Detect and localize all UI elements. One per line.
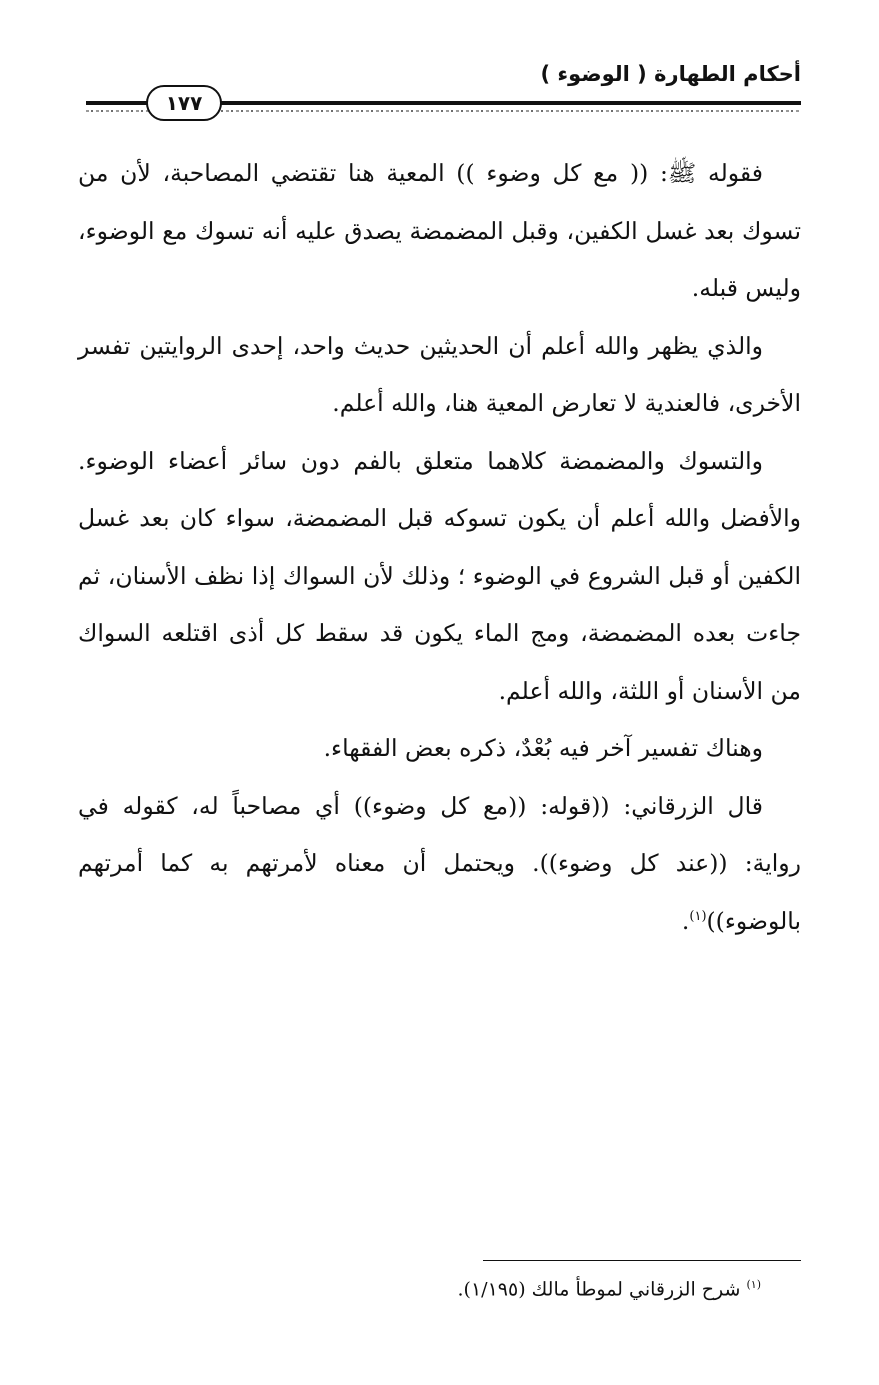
paragraph-5-text: قال الزرقاني: ((قوله: ((مع كل وضوء)) أي مصاحباً له، كقوله في رواية: ((عند كل وضوء)). ويحتمل أن معناه لأمرتهم به كما أمرتهم بالوضوء)) — [78, 791, 801, 935]
footnote-marker: (١) — [746, 1278, 761, 1291]
footnote-text: شرح الزرقاني لموطأ مالك (١/١٩٥). — [457, 1278, 741, 1301]
page-number: ١٧٧ — [165, 91, 203, 115]
paragraph-1: فقوله ﷺ: (( مع كل وضوء )) المعية هنا تقتضي المصاحبة، لأن من تسوك بعد غسل الكفين، وقبل المضمضة يصدق عليه أنه تسوك مع الوضوء، وليس قبله. — [78, 159, 801, 302]
footnote — [458, 1278, 761, 1300]
footnote-reference[interactable]: (١) — [689, 908, 707, 924]
footnote-separator — [483, 1260, 801, 1261]
paragraph-3: والتسوك والمضمضة كلاهما متعلق بالفم دون سائر أعضاء الوضوء. والأفضل والله أعلم أن يكون تسوكه قبل المضمضة، سواء كان بعد غسل الكفين أو قبل الشروع في الوضوء ؛ وذلك لأن السواك إذا نظف الأسنان، ثم جاءت بعده المضمضة، ومج الماء يكون قد سقط كل أذى اقتلعه السواك من الأسنان أو اللثة، والله أعلم. — [78, 446, 801, 705]
body-text — [78, 145, 801, 950]
paragraph-5 — [78, 778, 801, 951]
paragraph-5-period: . — [681, 906, 690, 935]
running-title: أحكام الطهارة ( الوضوء ) — [540, 62, 801, 86]
paragraph-4: وهناك تفسير آخر فيه بُعْدٌ، ذكره بعض الفقهاء. — [323, 734, 763, 762]
page-number-badge — [146, 85, 222, 121]
paragraph-2: والذي يظهر والله أعلم أن الحديثين حديث واحد، إحدى الروايتين تفسر الأخرى، فالعندية لا تعارض المعية هنا، والله أعلم. — [78, 331, 801, 417]
